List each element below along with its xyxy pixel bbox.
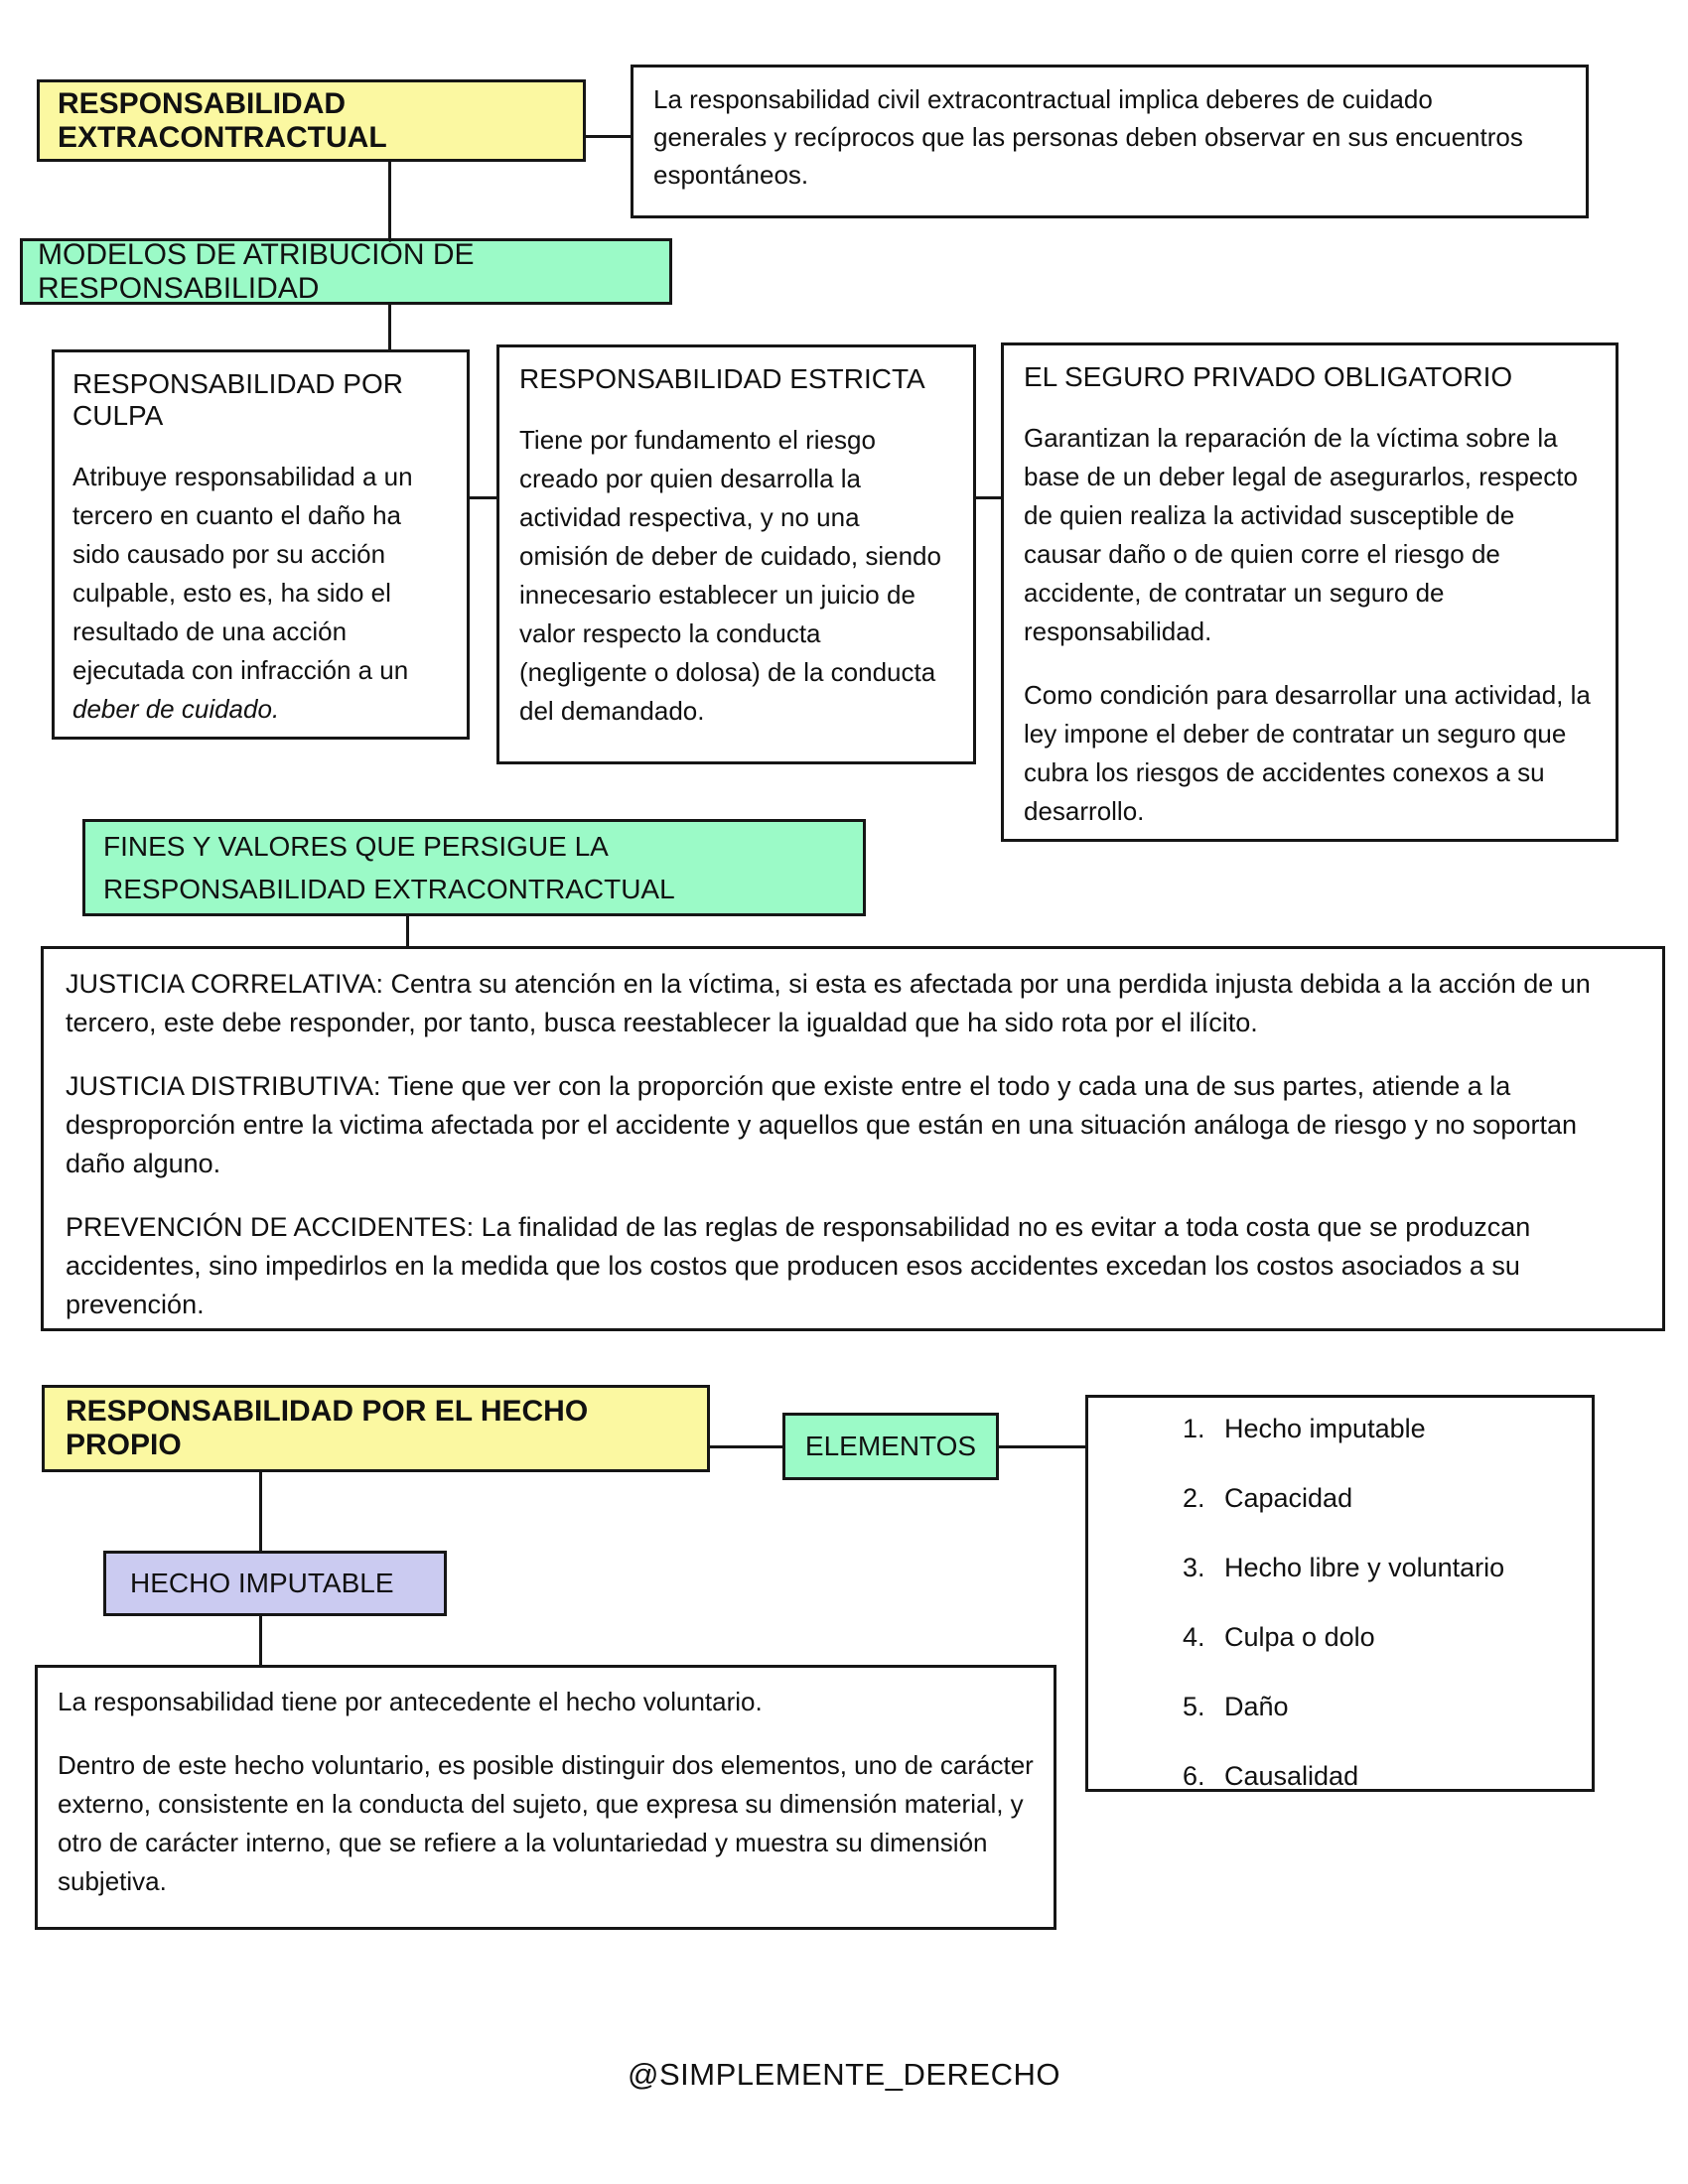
hecho-propio-box [42, 1385, 710, 1472]
elemento-item: 3. Hecho libre y voluntario [1212, 1553, 1572, 1583]
modelos-label: MODELOS DE ATRIBUCIÓN DE RESPONSABILIDAD [38, 237, 475, 305]
estricta-title: RESPONSABILIDAD ESTRICTA [519, 363, 925, 394]
connector-title-modelos [388, 162, 391, 238]
seguro-para2: Como condición para desarrollar una actividad, la ley impone el deber de contratar un seguro que cubra los riesgos de accidentes conexos a su desarrollo. [1024, 680, 1591, 826]
estricta-box [496, 344, 976, 764]
prevencion-accidentes: PREVENCIÓN DE ACCIDENTES: La finalidad de las reglas de responsabilidad no es evitar a toda costa que se produzcan accidentes, sino impedirlos en la medida que los costos que producen esos accidentes excedan los costos asociados a su prevención. [66, 1212, 1531, 1319]
hecho-voluntario-para2: Dentro de este hecho voluntario, es posible distinguir dos elementos, uno de carácter externo, consistente en la conducta del sujeto, que expresa su dimensión material, y otro de carácter interno, que se refiere a la voluntariedad y muestra su dimensión subjetiva. [58, 1750, 1034, 1896]
culpa-box [52, 349, 470, 740]
connector-hecho-propio-imputable [259, 1472, 262, 1551]
estricta-body: Tiene por fundamento el riesgo creado por quien desarrolla la actividad respectiva, y no una omisión de deber de cuidado, siendo innecesario establecer un juicio de valor respecto la conducta (negligente o dolosa) de la conducta del demandado. [519, 425, 941, 726]
seguro-title: EL SEGURO PRIVADO OBLIGATORIO [1024, 361, 1513, 392]
justicia-box [41, 946, 1665, 1331]
elemento-item: 2. Capacidad [1212, 1483, 1572, 1514]
justicia-distributiva: JUSTICIA DISTRIBUTIVA: Tiene que ver con la proporción que existe entre el todo y cada una de sus partes, atiende a la desproporción entre la victima afectada por el accidente y aquellos que están en una situación análoga de riesgo y no soportan daño alguno. [66, 1071, 1577, 1178]
fines-label: FINES Y VALORES QUE PERSIGUE LA RESPONSABILIDAD EXTRACONTRACTUAL [103, 831, 675, 904]
hecho-imputable-box [103, 1551, 447, 1616]
connector-imputable-voluntario [259, 1616, 262, 1665]
culpa-body-italic: deber de cuidado. [72, 694, 280, 724]
elementos-list-box [1085, 1395, 1595, 1792]
elemento-item: 1. Hecho imputable [1212, 1414, 1572, 1444]
connector-fines-justicia [406, 916, 409, 946]
hecho-propio-label: RESPONSABILIDAD POR EL HECHO PROPIO [66, 1395, 589, 1461]
culpa-body [72, 458, 449, 729]
fines-box [82, 819, 866, 916]
culpa-title: RESPONSABILIDAD POR CULPA [72, 368, 403, 431]
connector-hecho-propio-elementos [710, 1445, 782, 1448]
hecho-voluntario-box [35, 1665, 1056, 1930]
elemento-item: 5. Daño [1212, 1692, 1572, 1722]
hecho-imputable-label: HECHO IMPUTABLE [130, 1568, 394, 1598]
culpa-body-text: Atribuye responsabilidad a un tercero en cuanto el daño ha sido causado por su acción culpable, esto es, ha sido el resultado de una acción ejecutada con infracción a un [72, 462, 413, 685]
definition-box [631, 65, 1589, 218]
connector-elementos-lista [999, 1445, 1085, 1448]
elementos-list [1088, 1414, 1572, 1792]
connector-culpa-estricta [470, 496, 496, 499]
hecho-voluntario-para1: La responsabilidad tiene por antecedente el hecho voluntario. [58, 1687, 763, 1716]
definition-text: La responsabilidad civil extracontractual implica deberes de cuidado generales y recíprocos que las personas deben observar en sus encuentros espontáneos. [653, 84, 1523, 190]
elementos-box [782, 1413, 999, 1480]
modelos-box [20, 238, 672, 305]
connector-estricta-seguro [976, 496, 1001, 499]
seguro-box [1001, 342, 1618, 842]
footer-handle: @SIMPLEMENTE_DERECHO [628, 2057, 1060, 2092]
elemento-item: 4. Culpa o dolo [1212, 1622, 1572, 1653]
connector-modelos-culpa [388, 305, 391, 349]
connector-title-definition [586, 135, 631, 138]
justicia-correlativa: JUSTICIA CORRELATIVA: Centra su atención en la víctima, si esta es afectada por una perdida injusta debida a la acción de un tercero, este debe responder, por tanto, busca reestablecer la igualdad que ha sido rota por el ilícito. [66, 969, 1591, 1037]
main-title-box [37, 79, 586, 162]
elementos-label: ELEMENTOS [804, 1431, 977, 1461]
elemento-item: 6. Causalidad [1212, 1761, 1572, 1792]
seguro-para1: Garantizan la reparación de la víctima sobre la base de un deber legal de asegurarlos, respecto de quien realiza la actividad susceptible de causar daño o de quien corre el riesgo de accidente, de contratar un seguro de responsabilidad. [1024, 423, 1578, 646]
main-title-label: RESPONSABILIDAD EXTRACONTRACTUAL [58, 86, 387, 154]
